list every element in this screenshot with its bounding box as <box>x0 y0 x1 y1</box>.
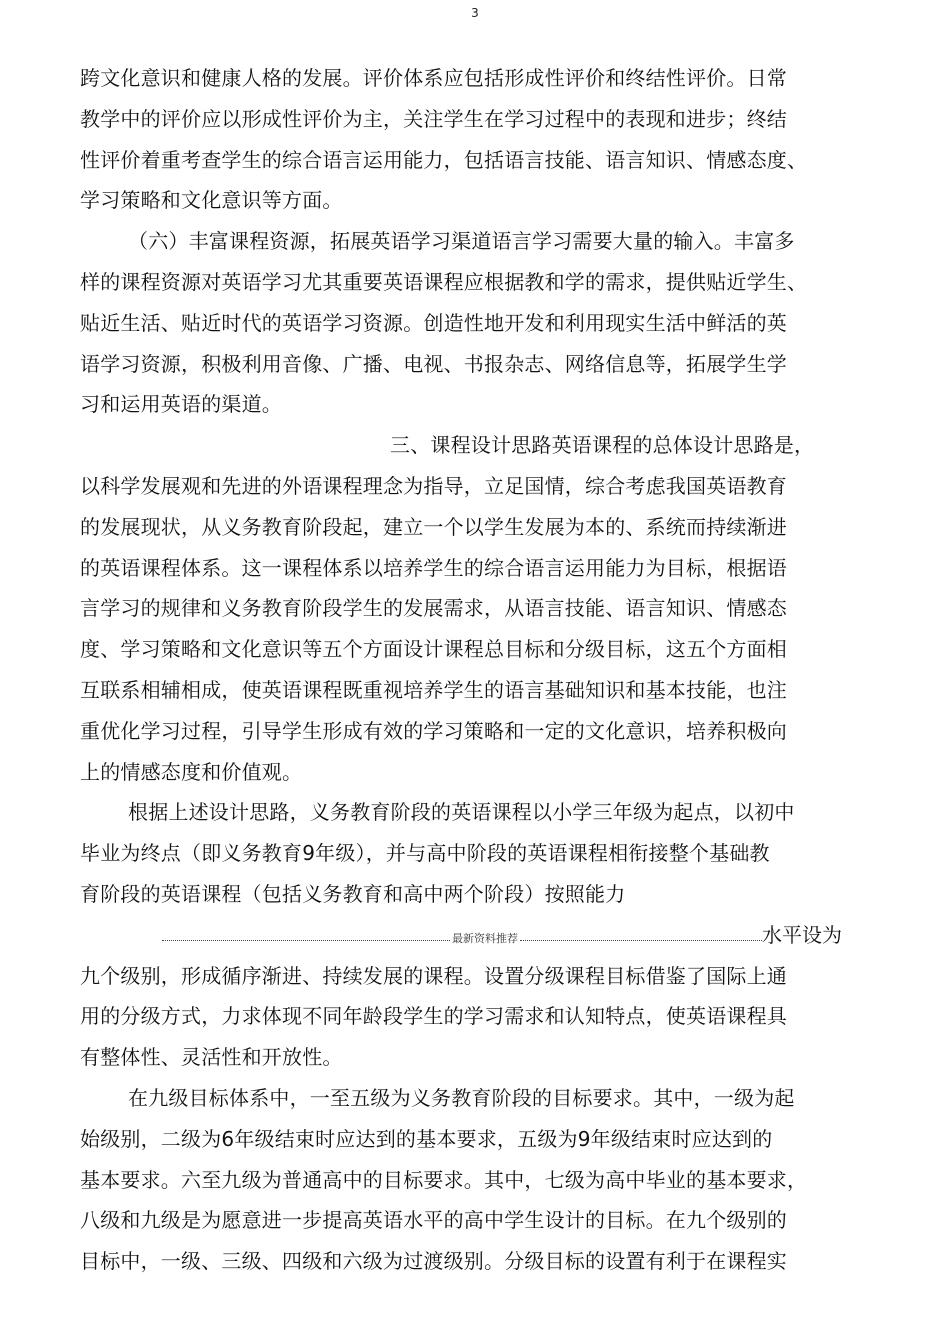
text-line: 的英语课程体系。这一课程体系以培养学生的综合语言运用能力为目标，根据语 <box>80 555 787 580</box>
text-line: 的发展现状，从义务教育阶段起，建立一个以学生发展为本的、系统而持续渐进 <box>80 514 787 539</box>
text-line: 用的分级方式，力求体现不同年龄段学生的学习需求和认知特点，使英语课程具 <box>80 1004 787 1029</box>
text-line: 上的情感态度和价值观。 <box>80 759 303 784</box>
text-line: 互联系相辅相成，使英语课程既重视培养学生的语言基础知识和基本技能，也注 <box>80 677 787 702</box>
text-line: 贴近生活、贴近时代的英语学习资源。创造性地开发和利用现实生活中鲜活的英 <box>80 310 787 335</box>
text-line: 度、学习策略和文化意识等五个方面设计课程总目标和分级目标，这五个方面相 <box>80 637 787 662</box>
text-line: 九个级别，形成循序渐进、持续发展的课程。设置分级课程目标借鉴了国际上通 <box>80 963 787 988</box>
text-line: 有整体性、灵活性和开放性。 <box>80 1045 343 1070</box>
text-line: 毕业为终点（即义务教育9年级），并与高中阶段的英语课程相衔接整个基础教 <box>80 841 770 866</box>
text-line: 重优化学习过程，引导学生形成有效的学习策略和一定的文化意识，培养积极向 <box>80 718 787 743</box>
divider-tail-text: 水平设为 <box>762 922 842 947</box>
text-line: 教学中的评价应以形成性评价为主，关注学生在学习过程中的表现和进步；终结 <box>80 106 787 131</box>
text-line: 以科学发展观和先进的外语课程理念为指导，立足国情，综合考虑我国英语教育 <box>80 473 787 498</box>
divider-dots-right <box>520 940 762 941</box>
section-heading-six: （六）丰富课程资源，拓展英语学习渠道语言学习需要大量的输入。丰富多 <box>128 229 795 254</box>
text-line: 样的课程资源对英语学习尤其重要英语课程应根据教和学的需求，提供贴近学生、 <box>80 269 808 294</box>
text-line: 言学习的规律和义务教育阶段学生的发展需求，从语言技能、语言知识、情感态 <box>80 596 787 621</box>
page-number: 3 <box>471 6 479 20</box>
text-line: 育阶段的英语课程（包括义务教育和高中两个阶段）按照能力 <box>80 881 626 906</box>
divider-label: 最新资料推荐 <box>452 931 518 945</box>
text-line: 在九级目标体系中，一至五级为义务教育阶段的目标要求。其中，一级为起 <box>128 1085 795 1110</box>
text-line: 根据上述设计思路，义务教育阶段的英语课程以小学三年级为起点，以初中 <box>128 800 795 825</box>
text-line: 八级和九级是为愿意进一步提高英语水平的高中学生设计的目标。在九个级别的 <box>80 1208 787 1233</box>
text-line: 学习策略和文化意识等方面。 <box>80 188 343 213</box>
text-line: 跨文化意识和健康人格的发展。评价体系应包括形成性评价和终结性评价。日常 <box>80 66 787 90</box>
text-line: 语学习资源，积极利用音像、广播、电视、书报杂志、网络信息等，拓展学生学 <box>80 351 787 376</box>
divider-dots-left <box>162 940 450 941</box>
section-heading-three: 三、课程设计思路英语课程的总体设计思路是， <box>390 433 815 458</box>
text-line: 目标中，一级、三级、四级和六级为过渡级别。分级目标的设置有利于在课程实 <box>80 1249 787 1274</box>
document-body <box>80 58 880 1282</box>
text-line: 习和运用英语的渠道。 <box>80 392 282 417</box>
text-line: 性评价着重考查学生的综合语言运用能力，包括语言技能、语言知识、情感态度、 <box>80 147 808 172</box>
text-line: 始级别，二级为6年级结束时应达到的基本要求，五级为9年级结束时应达到的 <box>80 1126 773 1151</box>
text-line: 基本要求。六至九级为普通高中的目标要求。其中，七级为高中毕业的基本要求， <box>80 1167 808 1192</box>
recommended-divider <box>80 915 880 956</box>
